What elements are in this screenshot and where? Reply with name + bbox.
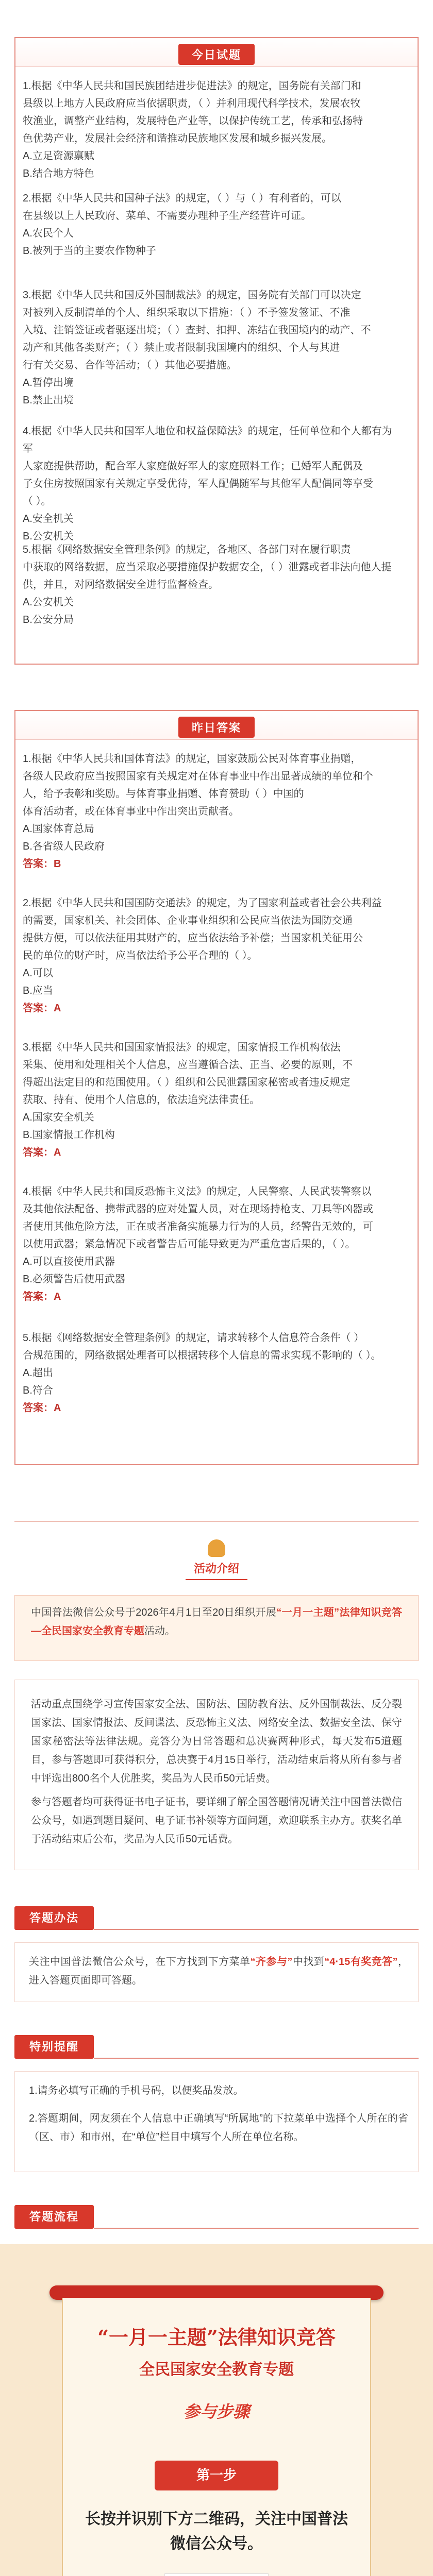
question-option[interactable]: A.暂停出境 <box>23 377 74 388</box>
question-text-line: 供，并且，对网络数据安全进行监督检查。 <box>23 579 219 590</box>
how-to-suffix: ，进入答题页面即可答题。 <box>29 1956 409 1986</box>
answer-option: A.可以直接使用武器 <box>23 1256 115 1267</box>
answer-option: B.必须警告后使用武器 <box>23 1274 125 1285</box>
question-option[interactable]: B.公安分局 <box>23 614 74 625</box>
answer-question-line: 1.根据《中华人民共和国体育法》的规定，国家鼓励公民对体育事业捐赠， <box>23 753 361 765</box>
tip-1: 1.请务必填写正确的手机号码，以便奖品发放。 <box>29 2085 244 2096</box>
answer-question-line: 以使用武器；紧急情况下或者警告后可能导致更为严重危害后果的，（ ）。 <box>23 1239 356 1250</box>
today-question <box>23 422 394 545</box>
activity-para-3: 参与答题者均可获得证书电子证书，要详细了解全国答题情况请关注中国普法微信公众号，如遇到题目疑问、电子证书补领等方面问题，欢迎联系主办方。获奖名单于活动结束后公布，奖品为人民币50元话费。 <box>31 1797 402 1845</box>
answer-question-line: 的需要，国家机关、社会团体、企业事业组织和公民应当依法为国防交通 <box>23 915 353 926</box>
yesterday-answers-badge: 昨日答案 <box>178 717 255 738</box>
yesterday-answers-header <box>15 711 418 740</box>
answer-question-line: 2.根据《中华人民共和国国防交通法》的规定，为了国家利益或者社会公共利益 <box>23 897 382 909</box>
intro-text <box>31 1603 402 1640</box>
correct-answer: 答案：A <box>23 1003 61 1014</box>
activity-title: 活动介绍 <box>193 1562 239 1575</box>
answer-item <box>23 1183 394 1306</box>
today-question <box>23 286 394 409</box>
question-text-line: 4.根据《中华人民共和国军人地位和权益保障法》的规定，任何单位和个人都有为军 <box>23 426 392 454</box>
intro-suffix: 活动。 <box>144 1625 175 1637</box>
question-option[interactable]: A.立足资源禀赋 <box>23 150 94 162</box>
answer-question-line: 各级人民政府应当按照国家有关规定对在体育事业中作出显著成绩的单位和个 <box>23 771 373 782</box>
intro-highlight: “一月一主题”法律知识竞答—全民国家安全教育专题 <box>31 1607 403 1637</box>
answer-question-line: 提供方便，可以依法征用其财产的，应当依法给予补偿；当国家机关征用公 <box>23 933 363 944</box>
question-text-line: 动产和其他各类财产；（ ）禁止或者限制我国境内的组织、个人与其进 <box>23 342 340 353</box>
question-text-line: 中获取的网络数据，应当采取必要措施保护数据安全，（ ）泄露或者非法向他人提 <box>23 562 392 573</box>
how-to-frame <box>14 1942 419 2002</box>
question-text-line: 行有关交易、合作等活动；（ ）其他必要措施。 <box>23 360 237 371</box>
question-text-line: （ ）。 <box>23 496 52 507</box>
activity-title-underline <box>186 1579 247 1580</box>
answer-item <box>23 1039 394 1161</box>
poster-heading: 参与步骤 <box>183 2402 249 2421</box>
how-to-prefix: 关注中国普法微信公众号，在下方找到下方菜单 <box>29 1956 251 1968</box>
question-option[interactable]: A.安全机关 <box>23 513 74 524</box>
answer-question-line: 3.根据《中华人民共和国国家情报法》的规定，国家情报工作机构依法 <box>23 1042 341 1053</box>
correct-answer: 答案：A <box>23 1402 61 1414</box>
question-text-line: 3.根据《中华人民共和国反外国制裁法》的规定，国务院有关部门可以决定 <box>23 290 361 301</box>
answer-question-line: 5.根据《网络数据安全管理条例》的规定，请求转移个人信息符合条件（ ） <box>23 1332 364 1344</box>
question-text-line: 5.根据《网络数据安全管理条例》的规定，各地区、各部门对在履行职责 <box>23 544 351 555</box>
question-text-line: 牧渔业，调整产业结构，发展特色产业等，以保护传统工艺，传承和弘扬特 <box>23 115 363 127</box>
answer-question-line: 及其他依法配备、携带武器的应对处置人员，对在现场持枪支、刀具等凶器或 <box>23 1204 373 1215</box>
question-option[interactable]: B.结合地方特色 <box>23 168 94 179</box>
answer-option: A.国家安全机关 <box>23 1112 94 1123</box>
tips-tag-line <box>94 2058 419 2059</box>
poster-subtitle: 全民国家安全教育专题 <box>139 2361 294 2379</box>
how-to-mid: 中找到 <box>292 1956 325 1968</box>
answer-question-line: 者使用其他危险方法，正在或者准备实施暴力行为的人员，经警告无效的，可 <box>23 1221 373 1232</box>
trophy-icon <box>208 1539 225 1557</box>
answer-question-line: 获取、持有、使用个人信息的，依法追究法律责任。 <box>23 1094 260 1106</box>
question-text-line: 县级以上地方人民政府应当依据职责，（ ）并利用现代科学技术，发展农牧 <box>23 98 361 109</box>
today-question <box>23 77 394 182</box>
question-text-line: 在县级以上人民政府、菜单、不需要办理种子生产经营许可证。 <box>23 210 311 222</box>
question-text-line: 色优势产业，发展社会经济和谐推动民族地区发展和城乡振兴发展。 <box>23 133 332 144</box>
today-quiz-badge: 今日试题 <box>178 44 255 65</box>
question-text-line: 入境、注销签证或者驱逐出境；（ ）查封、扣押、冻结在我国境内的动产、不 <box>23 325 371 336</box>
question-text-line: 对被列入反制清单的个人、组织采取以下措施：（ ）不予签发签证、不准 <box>23 307 351 318</box>
answer-question-line: 民的单位的财产时，应当依法给予公平合理的（ ）。 <box>23 950 258 961</box>
answer-option: A.超出 <box>23 1367 53 1379</box>
correct-answer: 答案：A <box>23 1147 61 1158</box>
answer-question-line: 人，给予表彰和奖励。与体育事业捐赠、体育赞助（ ）中国的 <box>23 788 304 800</box>
answer-option: B.各省级人民政府 <box>23 841 105 852</box>
how-to-tag-line <box>94 1929 419 1930</box>
how-to-tag: 答题办法 <box>14 1906 94 1930</box>
answer-item <box>23 1329 394 1417</box>
answer-item <box>23 894 394 1017</box>
qr-code[interactable] <box>165 2574 268 2576</box>
answer-option: A.可以 <box>23 968 53 979</box>
poster-title: “一月一主题”法律知识竞答 <box>97 2326 336 2349</box>
answer-question-line: 合规范围的，网络数据处理者可以根据转移个人信息的需求实现不影响的（ ）。 <box>23 1350 381 1361</box>
question-option[interactable]: A.农民个人 <box>23 228 74 239</box>
tips-tag: 特别提醒 <box>14 2035 94 2059</box>
how-to-highlight: “齐参与” <box>250 1956 293 1968</box>
intro-prefix: 中国普法微信公众号于2026年4月1日至20日组织开展 <box>31 1607 277 1618</box>
how-to-highlight-2: “4·15有奖竞答” <box>324 1956 398 1968</box>
answer-option: B.应当 <box>23 985 53 996</box>
answer-question-line: 采集、使用和处理相关个人信息，应当遵循合法、正当、必要的原则，不 <box>23 1059 353 1071</box>
question-text-line: 1.根据《中华人民共和国民族团结进步促进法》的规定，国务院有关部门和 <box>23 80 361 92</box>
question-option[interactable]: B.禁止出境 <box>23 395 74 406</box>
correct-answer: 答案：B <box>23 858 61 870</box>
question-option[interactable]: B.被列于当的主要农作物种子 <box>23 245 156 257</box>
step-1-label: 第一步 <box>155 2461 278 2490</box>
correct-answer: 答案：A <box>23 1291 61 1302</box>
question-text-line: 人家庭提供帮助，配合军人家庭做好军人的家庭照料工作；已婚军人配偶及 <box>23 461 363 472</box>
activity-para-2: 活动重点围绕学习宣传国家安全法、国防法、国防教育法、反外国制裁法、反分裂国家法、国家情报法、反间谍法、反恐怖主义法、网络安全法、数据安全法、保守国家秘密法等法律法规。竞答分为日常答题和总决赛两种形式，每天发布5道题目，参与答题即可获得积分，总决赛于4月15日举行，活动结束后将从所有参与者中评选出800名个人优胜奖，奖品为人民币50元话费。 <box>31 1699 402 1784</box>
step-1-text: 长按并识别下方二维码，关注中国普法微信公众号。 <box>85 2510 348 2553</box>
question-option[interactable]: A.公安机关 <box>23 597 74 608</box>
activity-divider <box>14 1521 419 1522</box>
flow-poster <box>0 2244 433 2576</box>
tip-2: 2.答题期间，网友须在个人信息中正确填写“所属地”的下拉菜单中选择个人所在的省（区、市）和市州，在“单位”栏目中填写个人所在单位名称。 <box>29 2113 408 2143</box>
answer-item <box>23 750 394 873</box>
today-question <box>23 541 394 629</box>
answer-option: B.国家情报工作机构 <box>23 1129 115 1141</box>
today-quiz-header <box>15 38 418 67</box>
question-text-line: 子女住房按照国家有关规定享受优待，军人配偶随军与其他军人配偶同等享受 <box>23 478 373 489</box>
answer-question-line: 4.根据《中华人民共和国反恐怖主义法》的规定，人民警察、人民武装警察以 <box>23 1186 372 1197</box>
flow-tag-line <box>94 2228 419 2229</box>
answer-option: B.符合 <box>23 1385 53 1396</box>
answer-question-line: 得超出法定目的和范围使用。（ ）组织和公民泄露国家秘密或者违反规定 <box>23 1077 351 1088</box>
today-question <box>23 190 394 260</box>
question-option[interactable]: B.公安机关 <box>23 531 74 542</box>
answer-question-line: 体育活动者，或在体育事业中作出突出贡献者。 <box>23 806 239 817</box>
flow-tag: 答题流程 <box>14 2205 94 2229</box>
activity-title-wrap <box>0 1539 433 1580</box>
answer-option: A.国家体育总局 <box>23 823 94 835</box>
question-text-line: 2.根据《中华人民共和国种子法》的规定，（ ）与（ ）有利者的，可以 <box>23 193 341 204</box>
